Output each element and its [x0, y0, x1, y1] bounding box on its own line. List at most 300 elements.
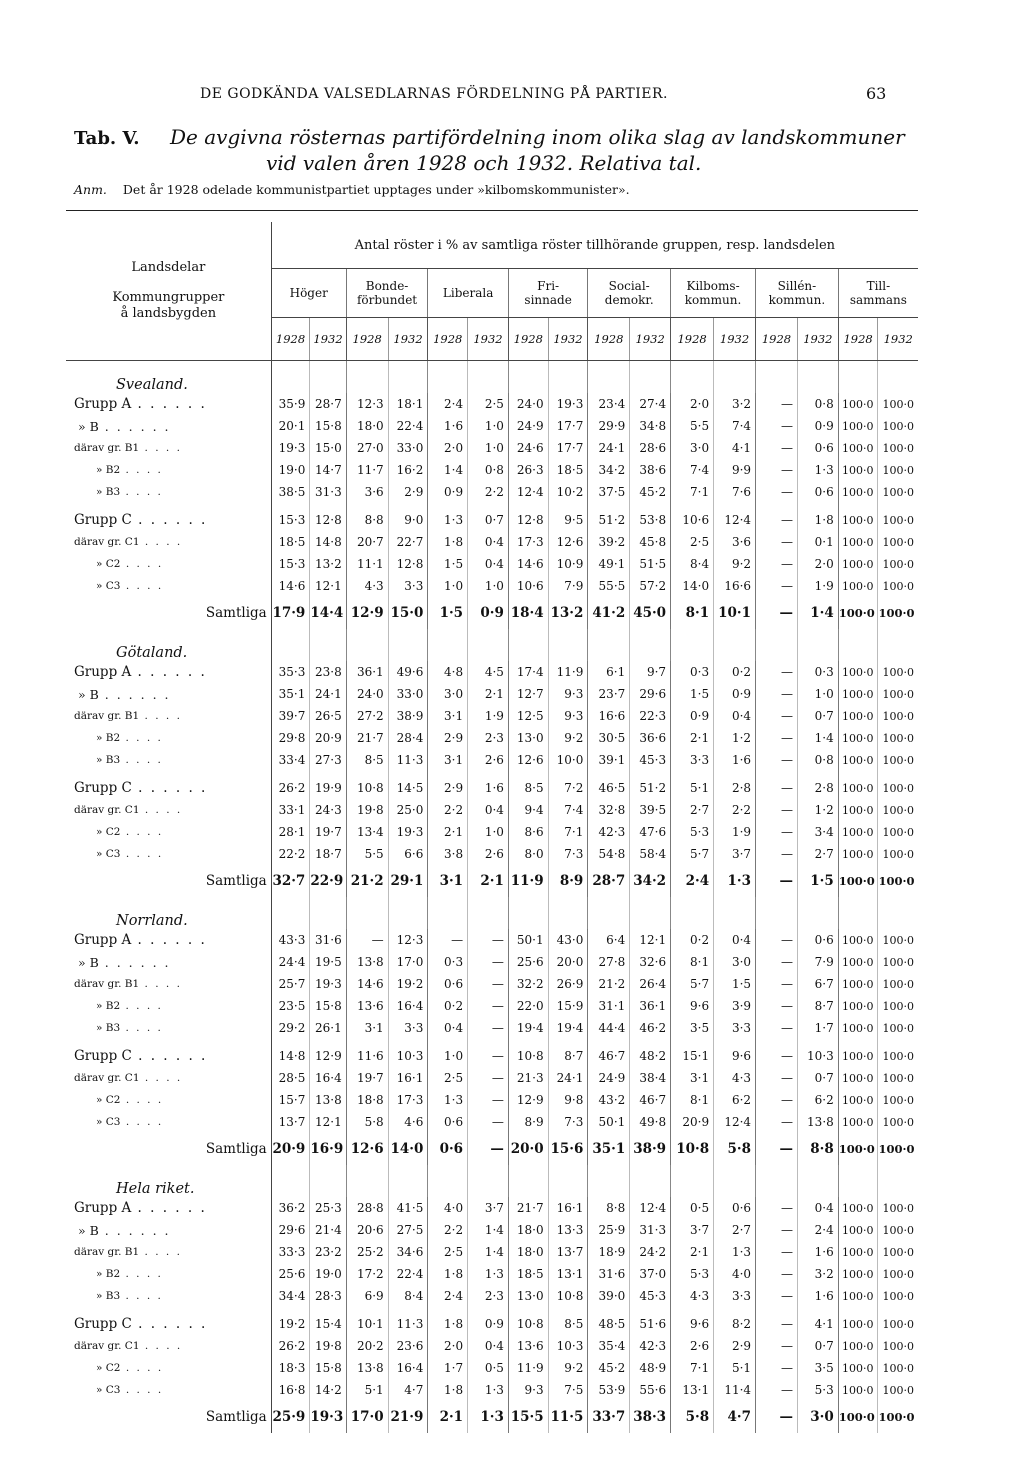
- total-cell: 0·9: [468, 597, 509, 629]
- row-label: [66, 415, 271, 437]
- table-row: [66, 1241, 918, 1263]
- table-cell: 12·9: [310, 1045, 346, 1067]
- table-cell: 2·5: [468, 393, 509, 415]
- table-cell: 100·0: [882, 803, 914, 817]
- row-label: [66, 951, 271, 973]
- table-cell: 100·0: [838, 995, 878, 1017]
- total-cell: 3·0: [797, 1401, 838, 1433]
- leader-dots: . . . . . .: [131, 664, 207, 680]
- table-cell: 16·2: [388, 459, 428, 481]
- region-row: [66, 897, 918, 929]
- table-cell: 5·7: [671, 973, 714, 995]
- table-cell: 12·5: [508, 705, 548, 727]
- table-cell: 8·2: [714, 1313, 756, 1335]
- table-cell: 3·5: [797, 1357, 838, 1379]
- leader-dots: . . . .: [120, 1362, 164, 1374]
- table-cell: 0·3: [428, 951, 468, 973]
- table-cell: 0·7: [797, 705, 838, 727]
- blank-cell: [428, 897, 468, 929]
- table-row: [66, 575, 918, 597]
- blank-cell: [346, 361, 388, 394]
- table-cell: 1·0: [468, 821, 509, 843]
- table-cell: 48·2: [630, 1045, 671, 1067]
- table-cell: 100·0: [882, 419, 914, 433]
- table-cell: 21·3: [508, 1067, 548, 1089]
- total-cell: 4·7: [714, 1401, 756, 1433]
- row-label-text: » B: [78, 1222, 99, 1238]
- table-cell: 11·9: [508, 1357, 548, 1379]
- table-cell: 13·8: [310, 1089, 346, 1111]
- table-cell: 6·4: [588, 929, 630, 951]
- table-cell: 12·4: [630, 1197, 671, 1219]
- table-cell: 31·1: [588, 995, 630, 1017]
- table-cell: 19·3: [548, 393, 588, 415]
- party-header-line1: Till-: [866, 279, 891, 293]
- blank-cell: [468, 361, 509, 394]
- total-cell: 25·9: [271, 1401, 310, 1433]
- table-cell: 20·1: [271, 415, 310, 437]
- blank-cell: [508, 629, 548, 661]
- row-label: [66, 1285, 271, 1307]
- table-cell: 2·4: [797, 1219, 838, 1241]
- table-cell: 39·1: [588, 749, 630, 771]
- table-cell: 27·5: [388, 1219, 428, 1241]
- row-label-text: därav gr. B1: [74, 978, 140, 990]
- row-label: [66, 799, 271, 821]
- table-cell: 13·7: [271, 1111, 310, 1133]
- table-cell: —: [756, 1111, 798, 1133]
- table-cell: 8·6: [508, 821, 548, 843]
- table-cell: 19·4: [548, 1017, 588, 1039]
- blank-cell: [548, 361, 588, 394]
- table-row: [66, 509, 918, 531]
- row-label-text: Grupp C: [74, 1316, 132, 1332]
- table-cell: 9·3: [548, 705, 588, 727]
- table-cell: 0·4: [714, 705, 756, 727]
- total-cell: 18·4: [508, 597, 548, 629]
- table-cell: 5·5: [346, 843, 388, 865]
- table-cell: 11·3: [388, 1313, 428, 1335]
- table-row: [66, 531, 918, 553]
- table-cell: 100·0: [838, 1111, 878, 1133]
- table-cell: 49·6: [388, 661, 428, 683]
- table-cell: 4·5: [468, 661, 509, 683]
- table-cell: 16·6: [714, 575, 756, 597]
- table-cell: 31·3: [310, 481, 346, 503]
- table-cell: 0·4: [468, 553, 509, 575]
- table-cell: 100·0: [838, 1263, 878, 1285]
- leader-dots: . . . .: [120, 754, 163, 766]
- table-cell: 9·6: [671, 995, 714, 1017]
- table-cell: 34·2: [588, 459, 630, 481]
- table-cell: 28·5: [271, 1067, 310, 1089]
- table-cell: 100·0: [882, 513, 914, 527]
- row-label-text: » B3: [96, 754, 121, 766]
- table-cell: 100·0: [882, 665, 914, 679]
- row-label-text: Grupp A: [74, 1200, 132, 1216]
- table-cell: 44·4: [588, 1017, 630, 1039]
- table-cell: —: [756, 1219, 798, 1241]
- total-cell: 2·4: [671, 865, 714, 897]
- row-label: [66, 393, 271, 415]
- total-cell: 22·9: [310, 865, 346, 897]
- table-cell: 26·1: [310, 1017, 346, 1039]
- table-row: [66, 1285, 918, 1307]
- table-cell: —: [756, 1335, 798, 1357]
- blank-cell: [588, 1165, 630, 1197]
- table-cell: 12·4: [714, 509, 756, 531]
- table-cell: —: [468, 1017, 509, 1039]
- table-cell: 19·0: [310, 1263, 346, 1285]
- table-cell: 27·4: [630, 393, 671, 415]
- table-cell: 3·3: [714, 1017, 756, 1039]
- leader-dots: . . . .: [139, 978, 182, 990]
- table-cell: 1·4: [428, 459, 468, 481]
- table-cell: 3·5: [671, 1017, 714, 1039]
- blank-cell: [310, 897, 346, 929]
- table-cell: 12·6: [508, 749, 548, 771]
- leader-dots: . . . .: [120, 1290, 163, 1302]
- table-cell: 10·0: [548, 749, 588, 771]
- table-cell: 39·2: [588, 531, 630, 553]
- table-cell: 13·0: [508, 727, 548, 749]
- row-label: [66, 1067, 271, 1089]
- year-header: 1932: [388, 318, 428, 361]
- table-cell: 0·9: [714, 683, 756, 705]
- year-header: 1928: [271, 318, 310, 361]
- table-cell: 8·7: [797, 995, 838, 1017]
- row-label-text: » B3: [96, 1022, 121, 1034]
- year-header: 1932: [548, 318, 588, 361]
- blank-cell: [714, 629, 756, 661]
- table-row: [66, 1045, 918, 1067]
- table-cell: 18·5: [508, 1263, 548, 1285]
- total-cell: —: [468, 1133, 509, 1165]
- table-cell: 20·9: [671, 1111, 714, 1133]
- table-cell: 0·6: [797, 437, 838, 459]
- row-label-text: därav gr. B1: [74, 1246, 140, 1258]
- table-row: [66, 1263, 918, 1285]
- table-cell: 2·8: [797, 777, 838, 799]
- table-cell: 24·1: [310, 683, 346, 705]
- table-cell: 18·9: [588, 1241, 630, 1263]
- party-header-line2: kommun.: [684, 293, 742, 307]
- year-header: 1928: [428, 318, 468, 361]
- table-cell: 0·6: [428, 1111, 468, 1133]
- table-cell: 35·9: [271, 393, 310, 415]
- table-cell: 100·0: [838, 777, 878, 799]
- table-cell: 32·2: [508, 973, 548, 995]
- blank-cell: [271, 361, 310, 394]
- row-label: [66, 843, 271, 865]
- table-cell: 10·1: [346, 1313, 388, 1335]
- table-cell: 2·5: [428, 1067, 468, 1089]
- table-cell: 100·0: [838, 929, 878, 951]
- party-header-line1: Bonde-: [365, 279, 409, 293]
- table-cell: 100·0: [838, 683, 878, 705]
- table-cell: 8·8: [346, 509, 388, 531]
- table-cell: 3·7: [671, 1219, 714, 1241]
- table-cell: 1·3: [428, 509, 468, 531]
- row-label-text: » C2: [96, 826, 121, 838]
- row-label: [66, 1045, 271, 1067]
- table-cell: 2·3: [468, 1285, 509, 1307]
- samtliga-label: Samtliga: [66, 1133, 271, 1165]
- table-cell: 28·7: [310, 393, 346, 415]
- total-cell: 1·5: [797, 865, 838, 897]
- blank-cell: [388, 629, 428, 661]
- table-cell: 12·3: [388, 929, 428, 951]
- party-header-line1: Fri-: [537, 279, 560, 293]
- table-cell: 8·5: [346, 749, 388, 771]
- table-cell: 2·5: [671, 531, 714, 553]
- table-cell: 38·6: [630, 459, 671, 481]
- table-cell: 0·2: [714, 661, 756, 683]
- table-cell: —: [756, 1313, 798, 1335]
- total-cell: —: [756, 597, 798, 629]
- table-row: [66, 1197, 918, 1219]
- table-cell: 23·7: [588, 683, 630, 705]
- table-cell: 14·8: [271, 1045, 310, 1067]
- table-note: [74, 182, 630, 197]
- total-cell: 100·0: [878, 874, 915, 888]
- table-cell: 27·2: [346, 705, 388, 727]
- total-cell: 2·1: [428, 1401, 468, 1433]
- table-cell: 0·8: [468, 459, 509, 481]
- party-header-line2: demokr.: [604, 293, 654, 307]
- total-cell: 33·7: [588, 1401, 630, 1433]
- table-cell: 38·9: [388, 705, 428, 727]
- table-cell: 11·4: [714, 1379, 756, 1401]
- table-cell: —: [756, 749, 798, 771]
- table-cell: 2·5: [428, 1241, 468, 1263]
- leader-dots: . . . . . .: [131, 1048, 208, 1064]
- table-cell: 18·3: [271, 1357, 310, 1379]
- table-cell: 55·5: [588, 575, 630, 597]
- blank-cell: [671, 629, 714, 661]
- table-cell: 1·0: [428, 575, 468, 597]
- table-cell: 100·0: [882, 731, 914, 745]
- leader-dots: . . . .: [139, 536, 183, 548]
- table-cell: 32·6: [630, 951, 671, 973]
- table-cell: 10·8: [346, 777, 388, 799]
- year-header: 1928: [838, 318, 878, 361]
- stub-header-line3: å landsbygden: [120, 306, 217, 321]
- row-label: [66, 459, 271, 481]
- table-cell: 18·0: [508, 1219, 548, 1241]
- table-cell: 0·3: [797, 661, 838, 683]
- total-cell: 10·8: [671, 1133, 714, 1165]
- table-row: [66, 777, 918, 799]
- table-cell: 4·8: [428, 661, 468, 683]
- table-cell: 100·0: [882, 485, 914, 499]
- leader-dots: . . . . . .: [131, 512, 208, 528]
- table-cell: 13·1: [548, 1263, 588, 1285]
- table-cell: 21·7: [346, 727, 388, 749]
- table-cell: 12·8: [508, 509, 548, 531]
- region-row: [66, 361, 918, 394]
- table-cell: 50·1: [588, 1111, 630, 1133]
- table-cell: 19·7: [346, 1067, 388, 1089]
- table-cell: —: [756, 415, 798, 437]
- leader-dots: . . . . . .: [131, 396, 207, 412]
- table-cell: 0·7: [468, 509, 509, 531]
- table-cell: 1·6: [797, 1241, 838, 1263]
- blank-cell: [271, 897, 310, 929]
- total-cell: 100·0: [878, 1410, 915, 1424]
- table-cell: 0·6: [797, 929, 838, 951]
- table-cell: 17·2: [346, 1263, 388, 1285]
- table-cell: 33·0: [388, 683, 428, 705]
- table-row: [66, 661, 918, 683]
- table-cell: 48·9: [630, 1357, 671, 1379]
- table-cell: 12·1: [630, 929, 671, 951]
- row-label-text: » C3: [96, 1116, 121, 1128]
- total-cell: 100·0: [838, 1401, 878, 1433]
- table-cell: 100·0: [882, 1093, 914, 1107]
- table-cell: 39·0: [588, 1285, 630, 1307]
- table-cell: 100·0: [882, 781, 914, 795]
- table-cell: 2·9: [428, 727, 468, 749]
- row-label-text: » C2: [96, 558, 121, 570]
- table-cell: 100·0: [838, 843, 878, 865]
- table-cell: 7·3: [548, 843, 588, 865]
- table-cell: 0·6: [714, 1197, 756, 1219]
- table-cell: 12·8: [310, 509, 346, 531]
- table-cell: 100·0: [882, 1049, 914, 1063]
- table-cell: 100·0: [882, 1339, 914, 1353]
- table-cell: 46·2: [630, 1017, 671, 1039]
- table-cell: 11·7: [346, 459, 388, 481]
- blank-cell: [630, 629, 671, 661]
- table-cell: 26·2: [271, 1335, 310, 1357]
- table-cell: 10·3: [797, 1045, 838, 1067]
- table-row: [66, 1089, 918, 1111]
- table-cell: 36·2: [271, 1197, 310, 1219]
- table-cell: 100·0: [882, 1383, 914, 1397]
- table-cell: 10·8: [508, 1313, 548, 1335]
- row-label-text: » B2: [96, 464, 121, 476]
- blank-cell: [508, 361, 548, 394]
- table-row: [66, 481, 918, 503]
- table-cell: 7·9: [548, 575, 588, 597]
- table-cell: 7·6: [714, 481, 756, 503]
- blank-cell: [838, 361, 878, 394]
- table-cell: 34·4: [271, 1285, 310, 1307]
- table-cell: 4·0: [714, 1263, 756, 1285]
- samtliga-row: [66, 1401, 918, 1433]
- blank-cell: [468, 897, 509, 929]
- leader-dots: . . . .: [139, 1246, 182, 1258]
- table-cell: —: [756, 459, 798, 481]
- table-cell: 14·0: [671, 575, 714, 597]
- top-rule: [66, 210, 918, 211]
- table-cell: 25·2: [346, 1241, 388, 1263]
- year-header: 1928: [756, 318, 798, 361]
- table-cell: 39·5: [630, 799, 671, 821]
- total-cell: 8·8: [797, 1133, 838, 1165]
- table-cell: —: [468, 995, 509, 1017]
- table-cell: 1·6: [468, 777, 509, 799]
- table-cell: 100·0: [882, 463, 914, 477]
- table-cell: 23·2: [310, 1241, 346, 1263]
- total-cell: 15·6: [548, 1133, 588, 1165]
- table-cell: 16·6: [588, 705, 630, 727]
- blank-cell: [588, 629, 630, 661]
- table-cell: 0·1: [797, 531, 838, 553]
- table-cell: 26·5: [310, 705, 346, 727]
- table-cell: 39·7: [271, 705, 310, 727]
- table-cell: 15·4: [310, 1313, 346, 1335]
- leader-dots: . . . .: [120, 558, 164, 570]
- table-cell: 24·4: [271, 951, 310, 973]
- table-cell: 11·6: [346, 1045, 388, 1067]
- table-cell: 3·8: [428, 843, 468, 865]
- table-cell: 100·0: [838, 1241, 878, 1263]
- row-label-text: » B2: [96, 1268, 121, 1280]
- total-cell: 15·0: [388, 597, 428, 629]
- table-cell: 9·2: [714, 553, 756, 575]
- party-header-line2: kommun.: [768, 293, 826, 307]
- table-cell: 3·1: [671, 1067, 714, 1089]
- table-row: [66, 727, 918, 749]
- table-cell: 1·8: [428, 1379, 468, 1401]
- table-cell: 1·5: [714, 973, 756, 995]
- table-cell: 14·6: [346, 973, 388, 995]
- row-label-text: » C3: [96, 1384, 121, 1396]
- table-cell: 23·5: [271, 995, 310, 1017]
- table-cell: 7·1: [548, 821, 588, 843]
- table-cell: 100·0: [882, 1361, 914, 1375]
- table-cell: 20·6: [346, 1219, 388, 1241]
- table-cell: 6·6: [388, 843, 428, 865]
- table-cell: 100·0: [838, 1357, 878, 1379]
- party-header-line1: Kilboms-: [686, 279, 740, 293]
- table-cell: 0·5: [671, 1197, 714, 1219]
- table-cell: 35·3: [271, 661, 310, 683]
- table-cell: 6·7: [797, 973, 838, 995]
- table-cell: 51·2: [588, 509, 630, 531]
- table-cell: 21·2: [588, 973, 630, 995]
- row-label-text: » B2: [96, 1000, 121, 1012]
- table-cell: 0·7: [797, 1067, 838, 1089]
- table-cell: 13·2: [310, 553, 346, 575]
- row-label: [66, 1197, 271, 1219]
- table-row: [66, 1313, 918, 1335]
- table-cell: 25·9: [588, 1219, 630, 1241]
- table-cell: 17·3: [508, 531, 548, 553]
- blank-cell: [588, 897, 630, 929]
- table-cell: 100·0: [882, 441, 914, 455]
- table-cell: 1·0: [468, 415, 509, 437]
- table-cell: 100·0: [882, 1317, 914, 1331]
- row-label-text: » B3: [96, 486, 121, 498]
- table-cell: 2·4: [428, 1285, 468, 1307]
- leader-dots: . . . .: [139, 710, 182, 722]
- table-cell: 24·1: [548, 1067, 588, 1089]
- table-cell: 1·7: [428, 1357, 468, 1379]
- table-cell: 14·5: [388, 777, 428, 799]
- blank-cell: [797, 897, 838, 929]
- party-header-line2: förbundet: [356, 293, 418, 307]
- table-cell: 12·1: [310, 1111, 346, 1133]
- table-cell: 17·7: [548, 437, 588, 459]
- table-cell: 5·7: [671, 843, 714, 865]
- table-cell: 3·0: [671, 437, 714, 459]
- table-cell: 1·5: [671, 683, 714, 705]
- table-cell: 3·9: [714, 995, 756, 1017]
- table-cell: 12·8: [388, 553, 428, 575]
